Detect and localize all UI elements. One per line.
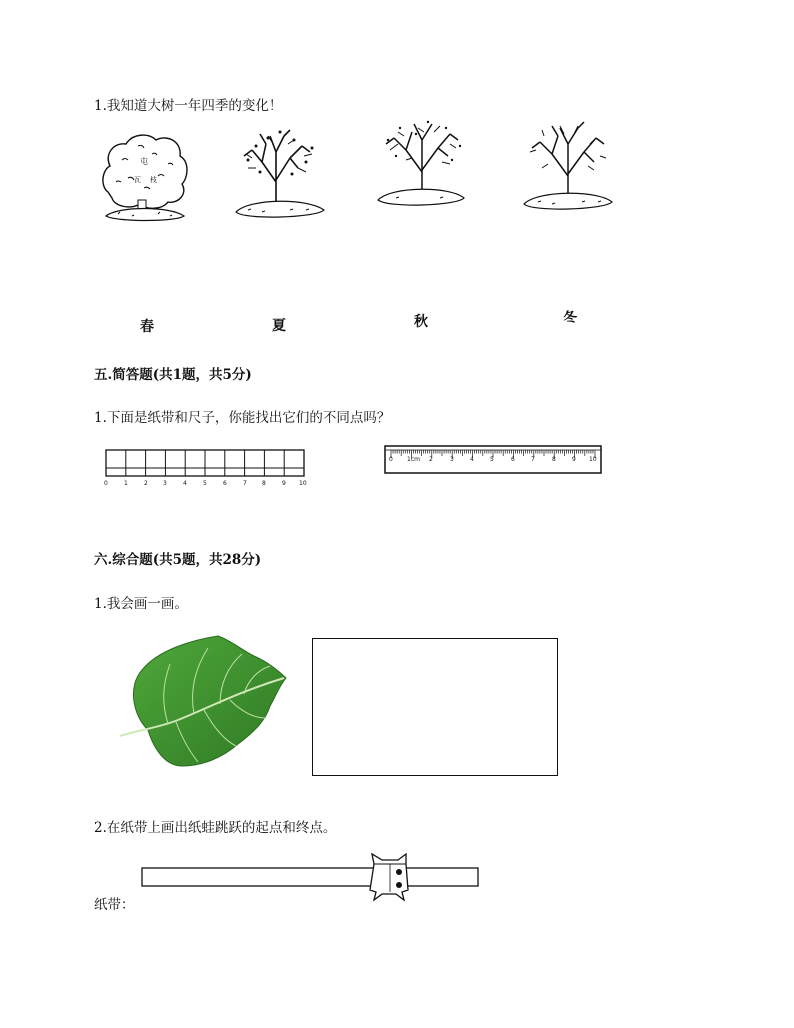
strip-tick: 4 <box>183 480 187 487</box>
strip-tick: 0 <box>104 480 108 487</box>
svg-text:枝: 枝 <box>150 176 157 184</box>
season-spring: 春 <box>140 319 154 335</box>
section5-heading: 五.简答题(共1题，共5分) <box>94 367 252 383</box>
ruler-tick: 10 <box>589 456 597 463</box>
paper-frog-icon <box>370 854 408 900</box>
section6-q2-prompt: 2.在纸带上画出纸蛙跳跃的起点和终点。 <box>94 820 337 836</box>
strip-tick: 10 <box>299 480 307 487</box>
leaf-icon <box>118 634 290 770</box>
ruler-tick: 4 <box>470 456 474 463</box>
ruler-tick: 0 <box>389 456 393 463</box>
tree-full-foliage-icon <box>98 130 190 226</box>
season-summer: 夏 <box>272 318 286 334</box>
tree-bare-with-leaves-icon <box>232 128 326 220</box>
ruler-tick: 6 <box>511 456 515 463</box>
season-winter: 冬 <box>561 308 579 328</box>
paper-strip-diagram <box>104 448 310 490</box>
section6-q1-prompt: 1.我会画一画。 <box>94 596 188 612</box>
drawing-box[interactable] <box>312 638 558 776</box>
tree-sparse-leaves-icon <box>376 120 466 212</box>
strip-tick: 8 <box>262 480 266 487</box>
strip-tick: 1 <box>124 480 128 487</box>
ruler-tick: 2 <box>429 456 433 463</box>
strip-tick: 5 <box>203 480 207 487</box>
svg-text:屯: 屯 <box>140 157 148 166</box>
season-autumn: 秋 <box>414 314 428 330</box>
section6-heading: 六.综合题(共5题，共28分) <box>94 552 262 568</box>
strip-tick: 2 <box>144 480 148 487</box>
ruler-tick: 9 <box>572 456 576 463</box>
ruler-tick: 7 <box>531 456 535 463</box>
svg-text:瓦: 瓦 <box>134 176 141 184</box>
strip-tick: 7 <box>243 480 247 487</box>
strip-tick: 3 <box>163 480 167 487</box>
strip-tick: 6 <box>223 480 227 487</box>
q1-prompt: 1.我知道大树一年四季的变化！ <box>94 98 283 114</box>
ruler-tick: 1cm <box>407 456 420 463</box>
strip-label: 纸带： <box>94 897 135 913</box>
ruler-tick: 5 <box>490 456 494 463</box>
paper-strip[interactable] <box>142 868 478 886</box>
ruler-tick: 8 <box>552 456 556 463</box>
section5-q1-prompt: 1.下面是纸带和尺子，你能找出它们的不同点吗？ <box>94 410 391 426</box>
paper-strip-with-frog <box>140 852 482 904</box>
strip-tick: 9 <box>282 480 286 487</box>
tree-bare-winter-icon <box>520 122 614 214</box>
ruler-tick: 3 <box>450 456 454 463</box>
